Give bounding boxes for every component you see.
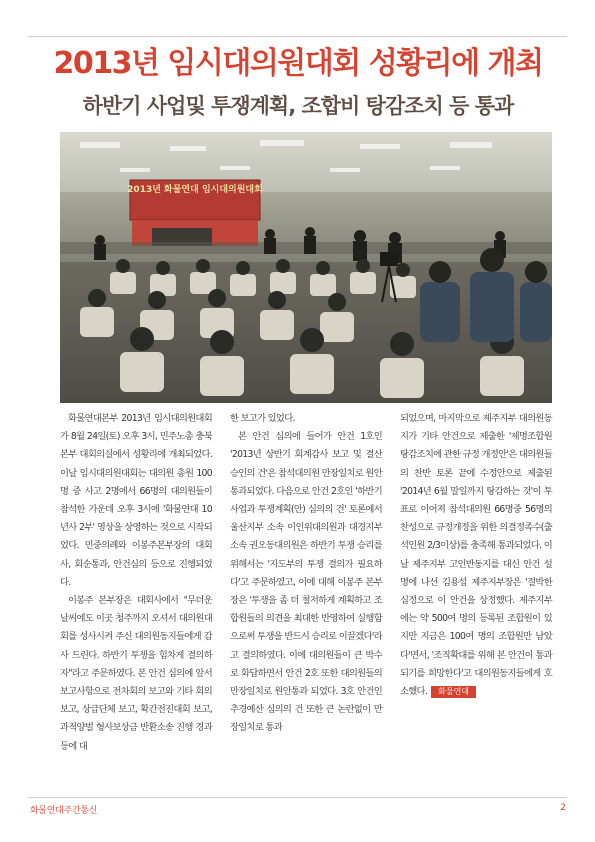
meeting-photo [60,132,552,403]
article-paragraph: 본 안건 심의에 들어가 안건 1호인 '2013년 상반기 회계감사 보고 및 결산 승인의 건'은 참석대의원 만장일치로 원안통과되었다. 다음으로 안건 2호인 '하반기 사업과 투쟁계획(안) 심의의 건' 토론에서 울산지부 소속 이인위대의원과 대경지부 소속 권오동대의원은 하반기 투쟁 승리를 위해서는 '지도부의 투쟁 결의가 필요하다'고 주문하였고, 이에 대해 이봉주 본부장은 '투쟁을 좀 더 철저하게 계획하고 조합원들의 의견을 최대한 반영하여 실행함으로써 투쟁을 반드시 승리로 이끌겠다'라고 결의하였다. 이에 대의원들이 큰 박수로 화답하면서 안건 2호 또한 대의원들의 만장일치로 원안통과 되었다. 3호 안건인 추경예산 심의의 건 또한 큰 논란없이 만장일치로 통과 [230,431,382,734]
subheadline: 하반기 사업및 투쟁계획, 조합비 탕감조치 등 통과 [82,94,514,118]
article-paragraph: 이봉주 본부장은 대회사에서 "무더운 날씨에도 이곳 청주까지 오셔서 대의원대회를 성사시켜 주신 대의원동지들에게 감사 드린다. 하반기 투쟁을 힘차게 결의하자"라고 주문하였다. 본 안건 심의에 앞서 보고사항으로 전차회의 보고와 기타 회의 보고, 상급단체 보고, 확간전진대회 보고, 과적양벌 형사보상금 반환소송 진행 경과 등에 대 [60,595,212,752]
article-paragraph: 한 보고가 있었다. [230,413,295,424]
article-body [60,410,556,780]
banner-text: 2013년 화물연대 임시대의원대회 [127,185,263,195]
article-column-3 [400,410,552,701]
article-column-2 [230,410,382,738]
article-paragraph: 화물연대본부 2013년 임시대의원대회가 8월 24일(토) 오후 3시, 민주노총 충북본부 대회의실에서 성황리에 개최되었다. 이날 임시대의원대회는 대의원 총원 100명 중 사고 2명에서 66명의 대의원들이 참석한 가운데 오후 3시에 '화물연대 10년사 2부' 영상을 상영하는 것으로 시작되었다. 민중의례와 이봉주본부장의 대회사, 회순통과, 안건심의 등으로 진행되었다. [60,413,212,588]
article-paragraph-text: 되었으며, 마지막으로 제주지부 대의원동지가 기타 안건으로 제출한 '제명조합원 탕감조치에 관한 규정 개정안'은 대의원들의 찬반 토론 끝에 수정안으로 제출된 '2014년 6월 말일까지 탕감하는 것'이 투표로 이어져 참석대의원 66명중 56명의 찬성으로 규정개정을 위한 의결정족수(출석인원 2/3이상)를 충족해 통과되었다. 이날 제주지부 고인반동지를 대신 안건 설명에 나선 김용섭 제주지부장은 '절박한 심정으로 이 안건을 상정했다. 제주지부에는 약 500여 명의 등록된 조합원이 있지만 지금은 100여 명의 조합원만 남았다'면서, '조직확대를 위해 본 안건이 통과되기를 희망한다'고 대의원동지들에게 호소했다. [400,413,552,698]
page-number: 2 [560,803,566,813]
footer-publication: 화물연대주간통신 [30,806,98,816]
byline-badge: 화물연대 [431,686,476,698]
top-rule [28,36,567,37]
article-column-1 [60,410,212,756]
article-paragraph-final [400,410,552,701]
bottom-rule [28,797,567,798]
headline: 2013년 임시대의원대회 성황리에 개최 [53,46,543,81]
